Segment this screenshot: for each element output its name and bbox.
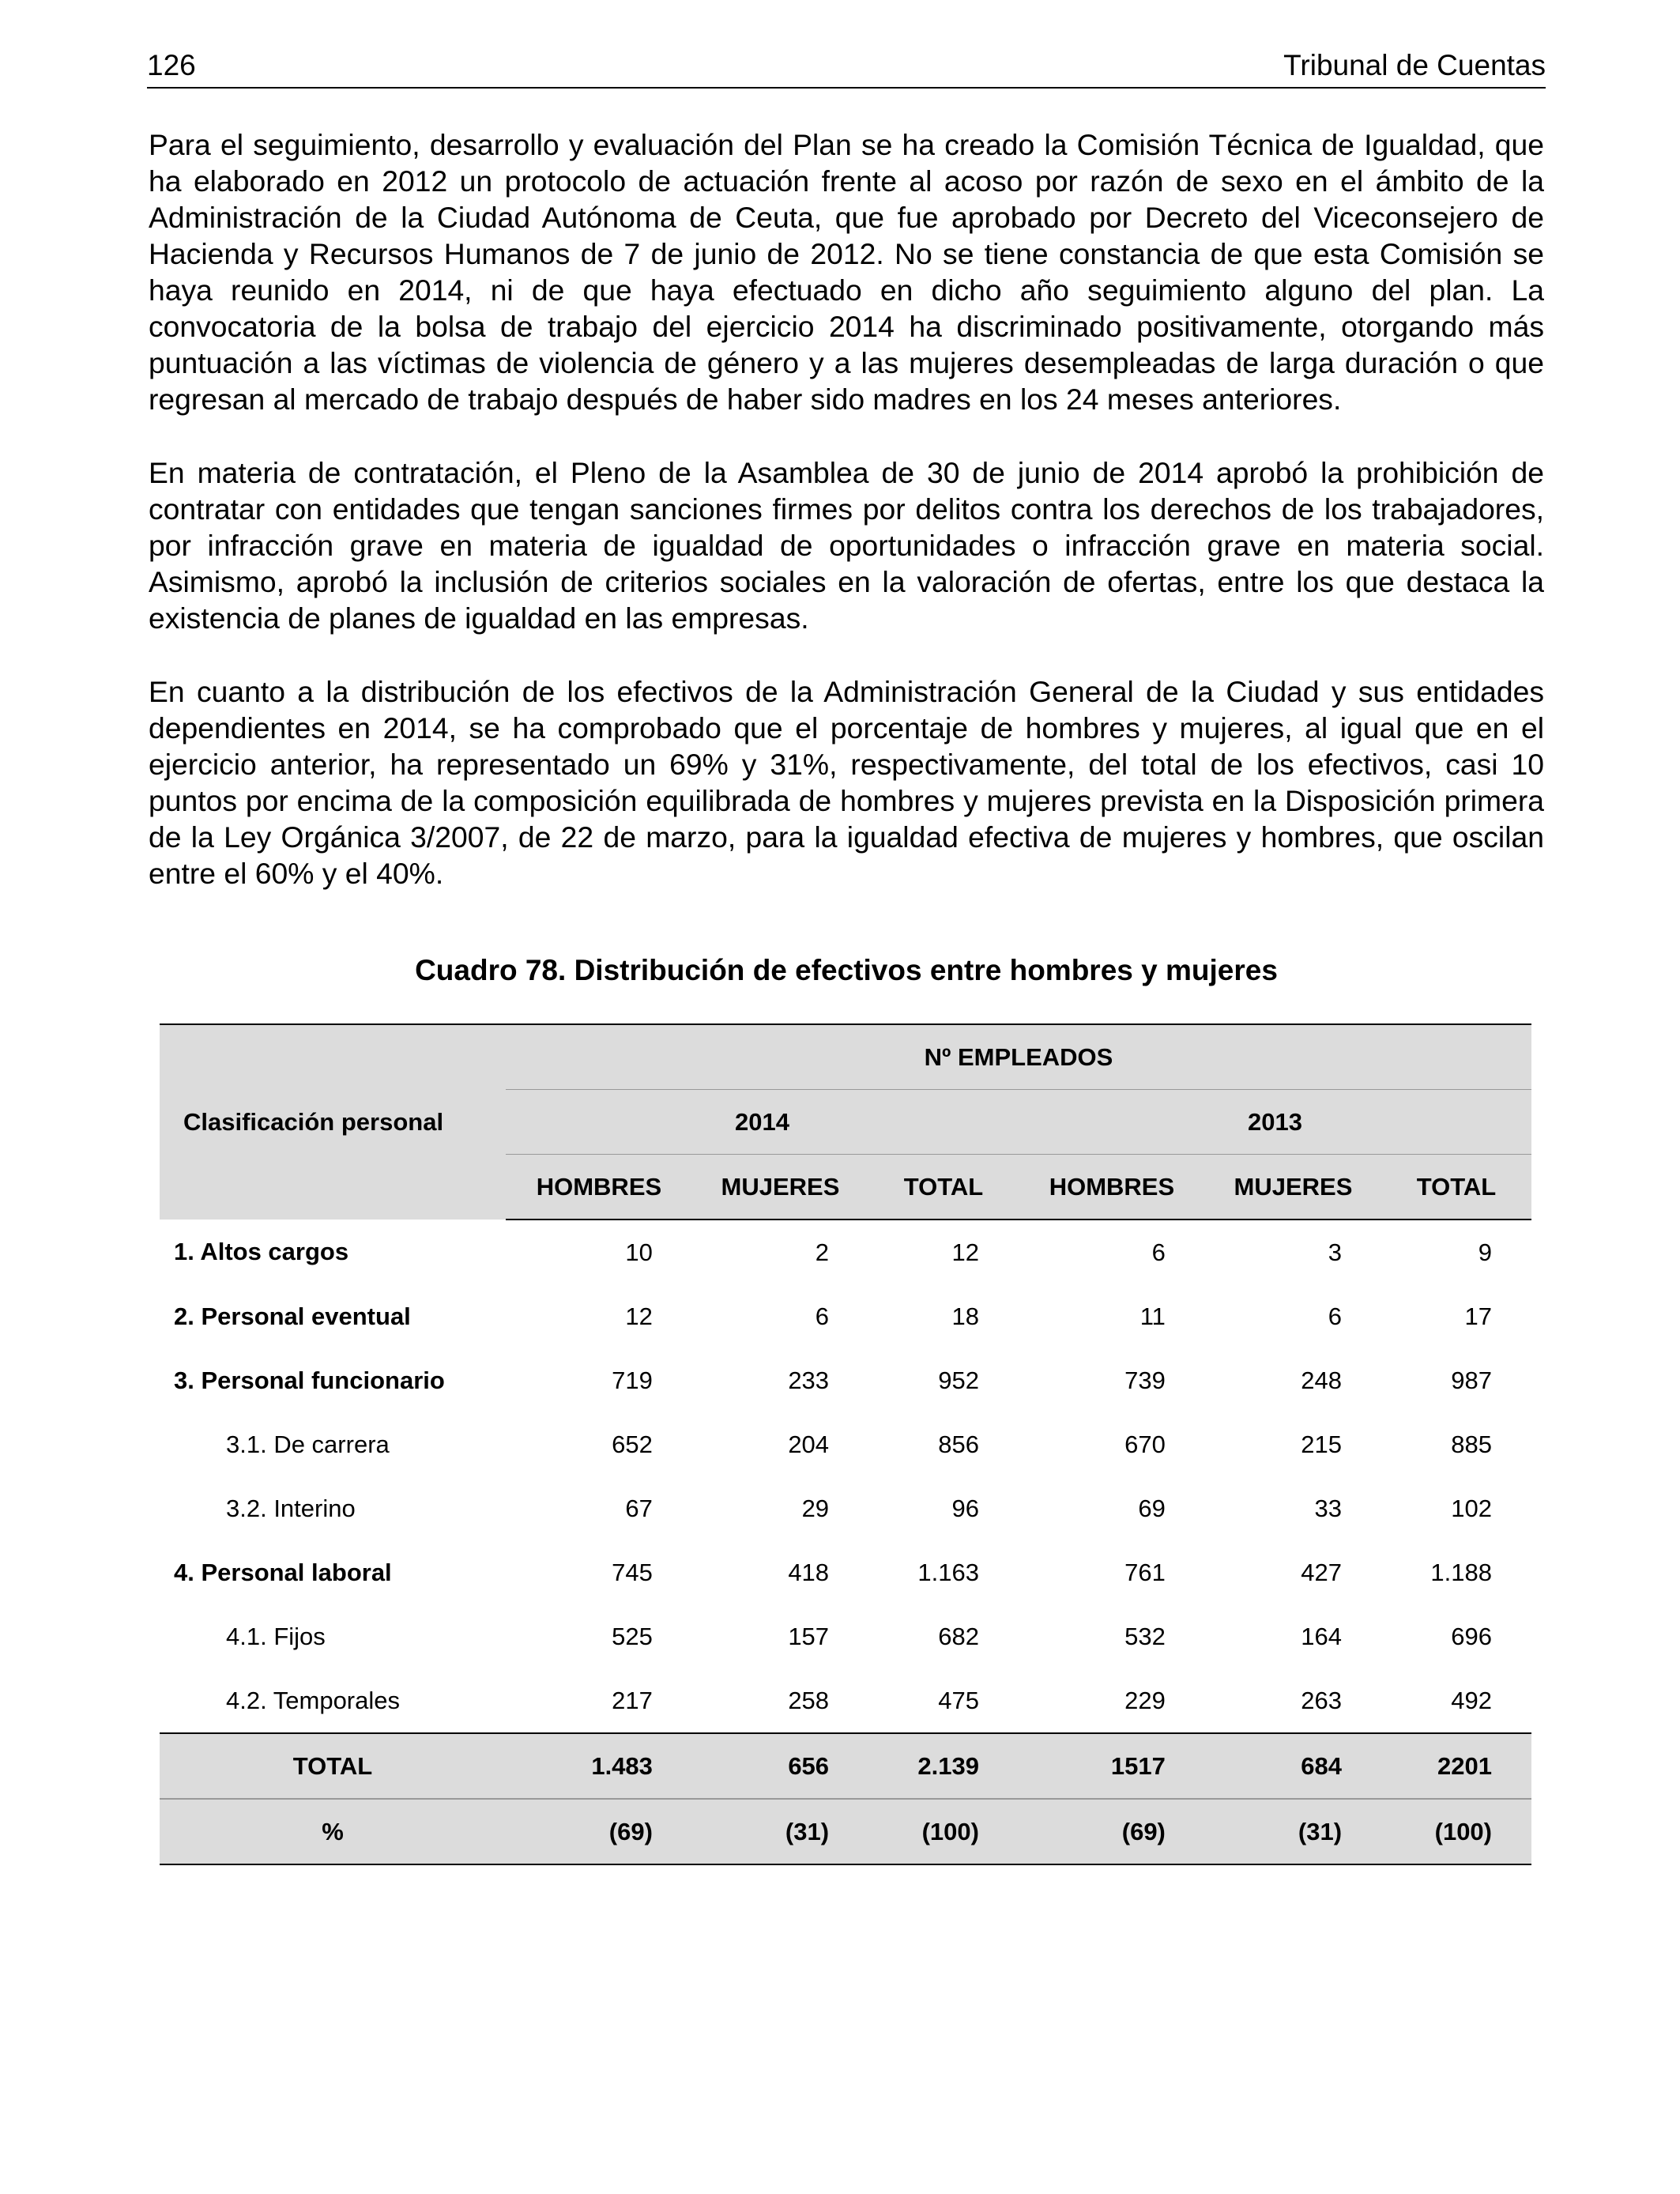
cell: 656 bbox=[692, 1733, 868, 1799]
cell: 12 bbox=[951, 1238, 979, 1266]
cell: 233 bbox=[788, 1366, 830, 1394]
running-title: Tribunal de Cuentas bbox=[1283, 49, 1546, 81]
page-header bbox=[147, 44, 1546, 89]
cell: 427 bbox=[1301, 1558, 1343, 1586]
cell: 1.163 bbox=[917, 1558, 979, 1586]
body-text bbox=[149, 126, 1544, 929]
cell: (31) bbox=[692, 1799, 868, 1864]
cell: 69 bbox=[1138, 1494, 1166, 1522]
cell: 102 bbox=[1451, 1494, 1492, 1522]
cell: (69) bbox=[506, 1799, 692, 1864]
cell: 17 bbox=[1464, 1302, 1492, 1330]
cell: 96 bbox=[951, 1494, 979, 1522]
column-header: MUJERES bbox=[1205, 1155, 1381, 1220]
cell: 258 bbox=[788, 1686, 830, 1714]
cell: 1.188 bbox=[1430, 1558, 1492, 1586]
paragraph: En materia de contratación, el Pleno de la Asamblea de 30 de junio de 2014 aprobó la prohibición de contratar con entidades que tengan sanciones firmes por delitos contra los derechos de los trabajadores, por infracción grave en materia de igualdad de oportunidades o infracción grave en materia social. Asimismo, aprobó la inclusión de criterios sociales en la valoración de ofertas, entre los que destaca la existencia de planes de igualdad en las empresas. bbox=[149, 456, 1544, 635]
cell: 263 bbox=[1301, 1686, 1343, 1714]
paragraph: En cuanto a la distribución de los efectivos de la Administración General de la Ciudad y sus entidades dependientes en 2014, se ha comprobado que el porcentaje de hombres y mujeres, al igual que en el ejercicio anterior, ha representado un 69% y 31%, respectivamente, del total de los efectivos, casi 10 puntos por encima de la composición equilibrada de hombres y mujeres prevista en la Disposición primera de la Ley Orgánica 3/2007, de 22 de marzo, para la igualdad efectiva de mujeres y hombres, que oscilan entre el 60% y el 40%. bbox=[149, 675, 1544, 890]
table-row bbox=[160, 1284, 1531, 1348]
cell: 248 bbox=[1301, 1366, 1343, 1394]
cell: 6 bbox=[1151, 1238, 1166, 1266]
cell: 12 bbox=[625, 1302, 653, 1330]
cell: 204 bbox=[788, 1430, 830, 1458]
cell: 719 bbox=[612, 1366, 653, 1394]
table-row bbox=[160, 1412, 1531, 1476]
cell: 952 bbox=[938, 1366, 979, 1394]
cell: 670 bbox=[1124, 1430, 1166, 1458]
cell: 29 bbox=[801, 1494, 830, 1522]
row-label: 3. Personal funcionario bbox=[174, 1366, 445, 1394]
table-row bbox=[160, 1220, 1531, 1284]
table-row bbox=[160, 1604, 1531, 1668]
cell: 229 bbox=[1124, 1686, 1166, 1714]
table-row bbox=[160, 1348, 1531, 1412]
row-label: 3.2. Interino bbox=[226, 1494, 356, 1522]
cell: 532 bbox=[1124, 1622, 1166, 1650]
cell: 2201 bbox=[1381, 1733, 1531, 1799]
row-label: 4.1. Fijos bbox=[226, 1622, 326, 1650]
table-caption: Cuadro 78. Distribución de efectivos entre hombres y mujeres bbox=[415, 954, 1278, 986]
column-header: HOMBRES bbox=[1019, 1155, 1205, 1220]
column-header: TOTAL bbox=[868, 1155, 1019, 1220]
header-classification: Clasificación personal bbox=[160, 1024, 506, 1220]
cell: 684 bbox=[1205, 1733, 1381, 1799]
cell: 6 bbox=[1328, 1302, 1343, 1330]
row-label: 1. Altos cargos bbox=[174, 1238, 349, 1265]
cell: 682 bbox=[938, 1622, 979, 1650]
row-label: 4.2. Temporales bbox=[226, 1686, 400, 1714]
table-row bbox=[160, 1476, 1531, 1540]
cell: 157 bbox=[788, 1622, 830, 1650]
cell: 761 bbox=[1124, 1558, 1166, 1586]
cell: (100) bbox=[868, 1799, 1019, 1864]
row-label: 2. Personal eventual bbox=[174, 1302, 411, 1330]
cell: 33 bbox=[1314, 1494, 1343, 1522]
column-header: HOMBRES bbox=[506, 1155, 692, 1220]
header-year: 2013 bbox=[1019, 1090, 1531, 1155]
cell: 2.139 bbox=[868, 1733, 1019, 1799]
cell: 1517 bbox=[1019, 1733, 1205, 1799]
cell: 217 bbox=[612, 1686, 653, 1714]
column-header: MUJERES bbox=[692, 1155, 868, 1220]
cell: 418 bbox=[788, 1558, 830, 1586]
page-number: 126 bbox=[147, 49, 196, 81]
row-label: 4. Personal laboral bbox=[174, 1558, 392, 1586]
cell: 11 bbox=[1139, 1302, 1166, 1330]
cell: 739 bbox=[1124, 1366, 1166, 1394]
cell: 696 bbox=[1451, 1622, 1492, 1650]
cell: 652 bbox=[612, 1430, 653, 1458]
cell: (31) bbox=[1205, 1799, 1381, 1864]
table-row bbox=[160, 1668, 1531, 1733]
cell: 9 bbox=[1478, 1238, 1492, 1266]
column-header: TOTAL bbox=[1381, 1155, 1531, 1220]
cell: 6 bbox=[815, 1302, 830, 1330]
cell: 745 bbox=[612, 1558, 653, 1586]
cell: 3 bbox=[1328, 1238, 1343, 1266]
cell: 856 bbox=[938, 1430, 979, 1458]
header-year: 2014 bbox=[506, 1090, 1019, 1155]
row-label: % bbox=[160, 1799, 506, 1864]
percent-row bbox=[160, 1799, 1531, 1864]
cell: 1.483 bbox=[506, 1733, 692, 1799]
cell: 885 bbox=[1451, 1430, 1492, 1458]
cell: 10 bbox=[625, 1238, 653, 1266]
cell: 475 bbox=[938, 1686, 979, 1714]
cell: 492 bbox=[1451, 1686, 1492, 1714]
cell: (100) bbox=[1381, 1799, 1531, 1864]
cell: 215 bbox=[1301, 1430, 1343, 1458]
header-employees: Nº EMPLEADOS bbox=[506, 1024, 1531, 1090]
cell: 2 bbox=[815, 1238, 830, 1266]
row-label: TOTAL bbox=[160, 1733, 506, 1799]
paragraph: Para el seguimiento, desarrollo y evaluación del Plan se ha creado la Comisión Técnica de Igualdad, que ha elaborado en 2012 un protocolo de actuación frente al acoso por razón de sexo en el ámbito de la Administración de la Ciudad Autónoma de Ceuta, que fue aprobado por Decreto del Viceconsejero de Hacienda y Recursos Humanos de 7 de junio de 2012. No se tiene constancia de que esta Comisión se haya reunido en 2014, ni de que haya efectuado en dicho año seguimiento alguno del plan. La convocatoria de la bolsa de trabajo del ejercicio 2014 ha discriminado positivamente, otorgando más puntuación a las víctimas de violencia de género y a las mujeres desempleadas de larga duración o que regresan al mercado de trabajo después de haber sido madres en los 24 meses anteriores. bbox=[149, 128, 1544, 416]
cell: 18 bbox=[951, 1302, 979, 1330]
total-row bbox=[160, 1733, 1531, 1799]
employees-table bbox=[160, 1023, 1531, 1865]
cell: 164 bbox=[1301, 1622, 1343, 1650]
cell: 987 bbox=[1451, 1366, 1492, 1394]
cell: 67 bbox=[625, 1494, 653, 1522]
row-label: 3.1. De carrera bbox=[226, 1430, 390, 1458]
table-row bbox=[160, 1540, 1531, 1604]
cell: (69) bbox=[1019, 1799, 1205, 1864]
cell: 525 bbox=[612, 1622, 653, 1650]
